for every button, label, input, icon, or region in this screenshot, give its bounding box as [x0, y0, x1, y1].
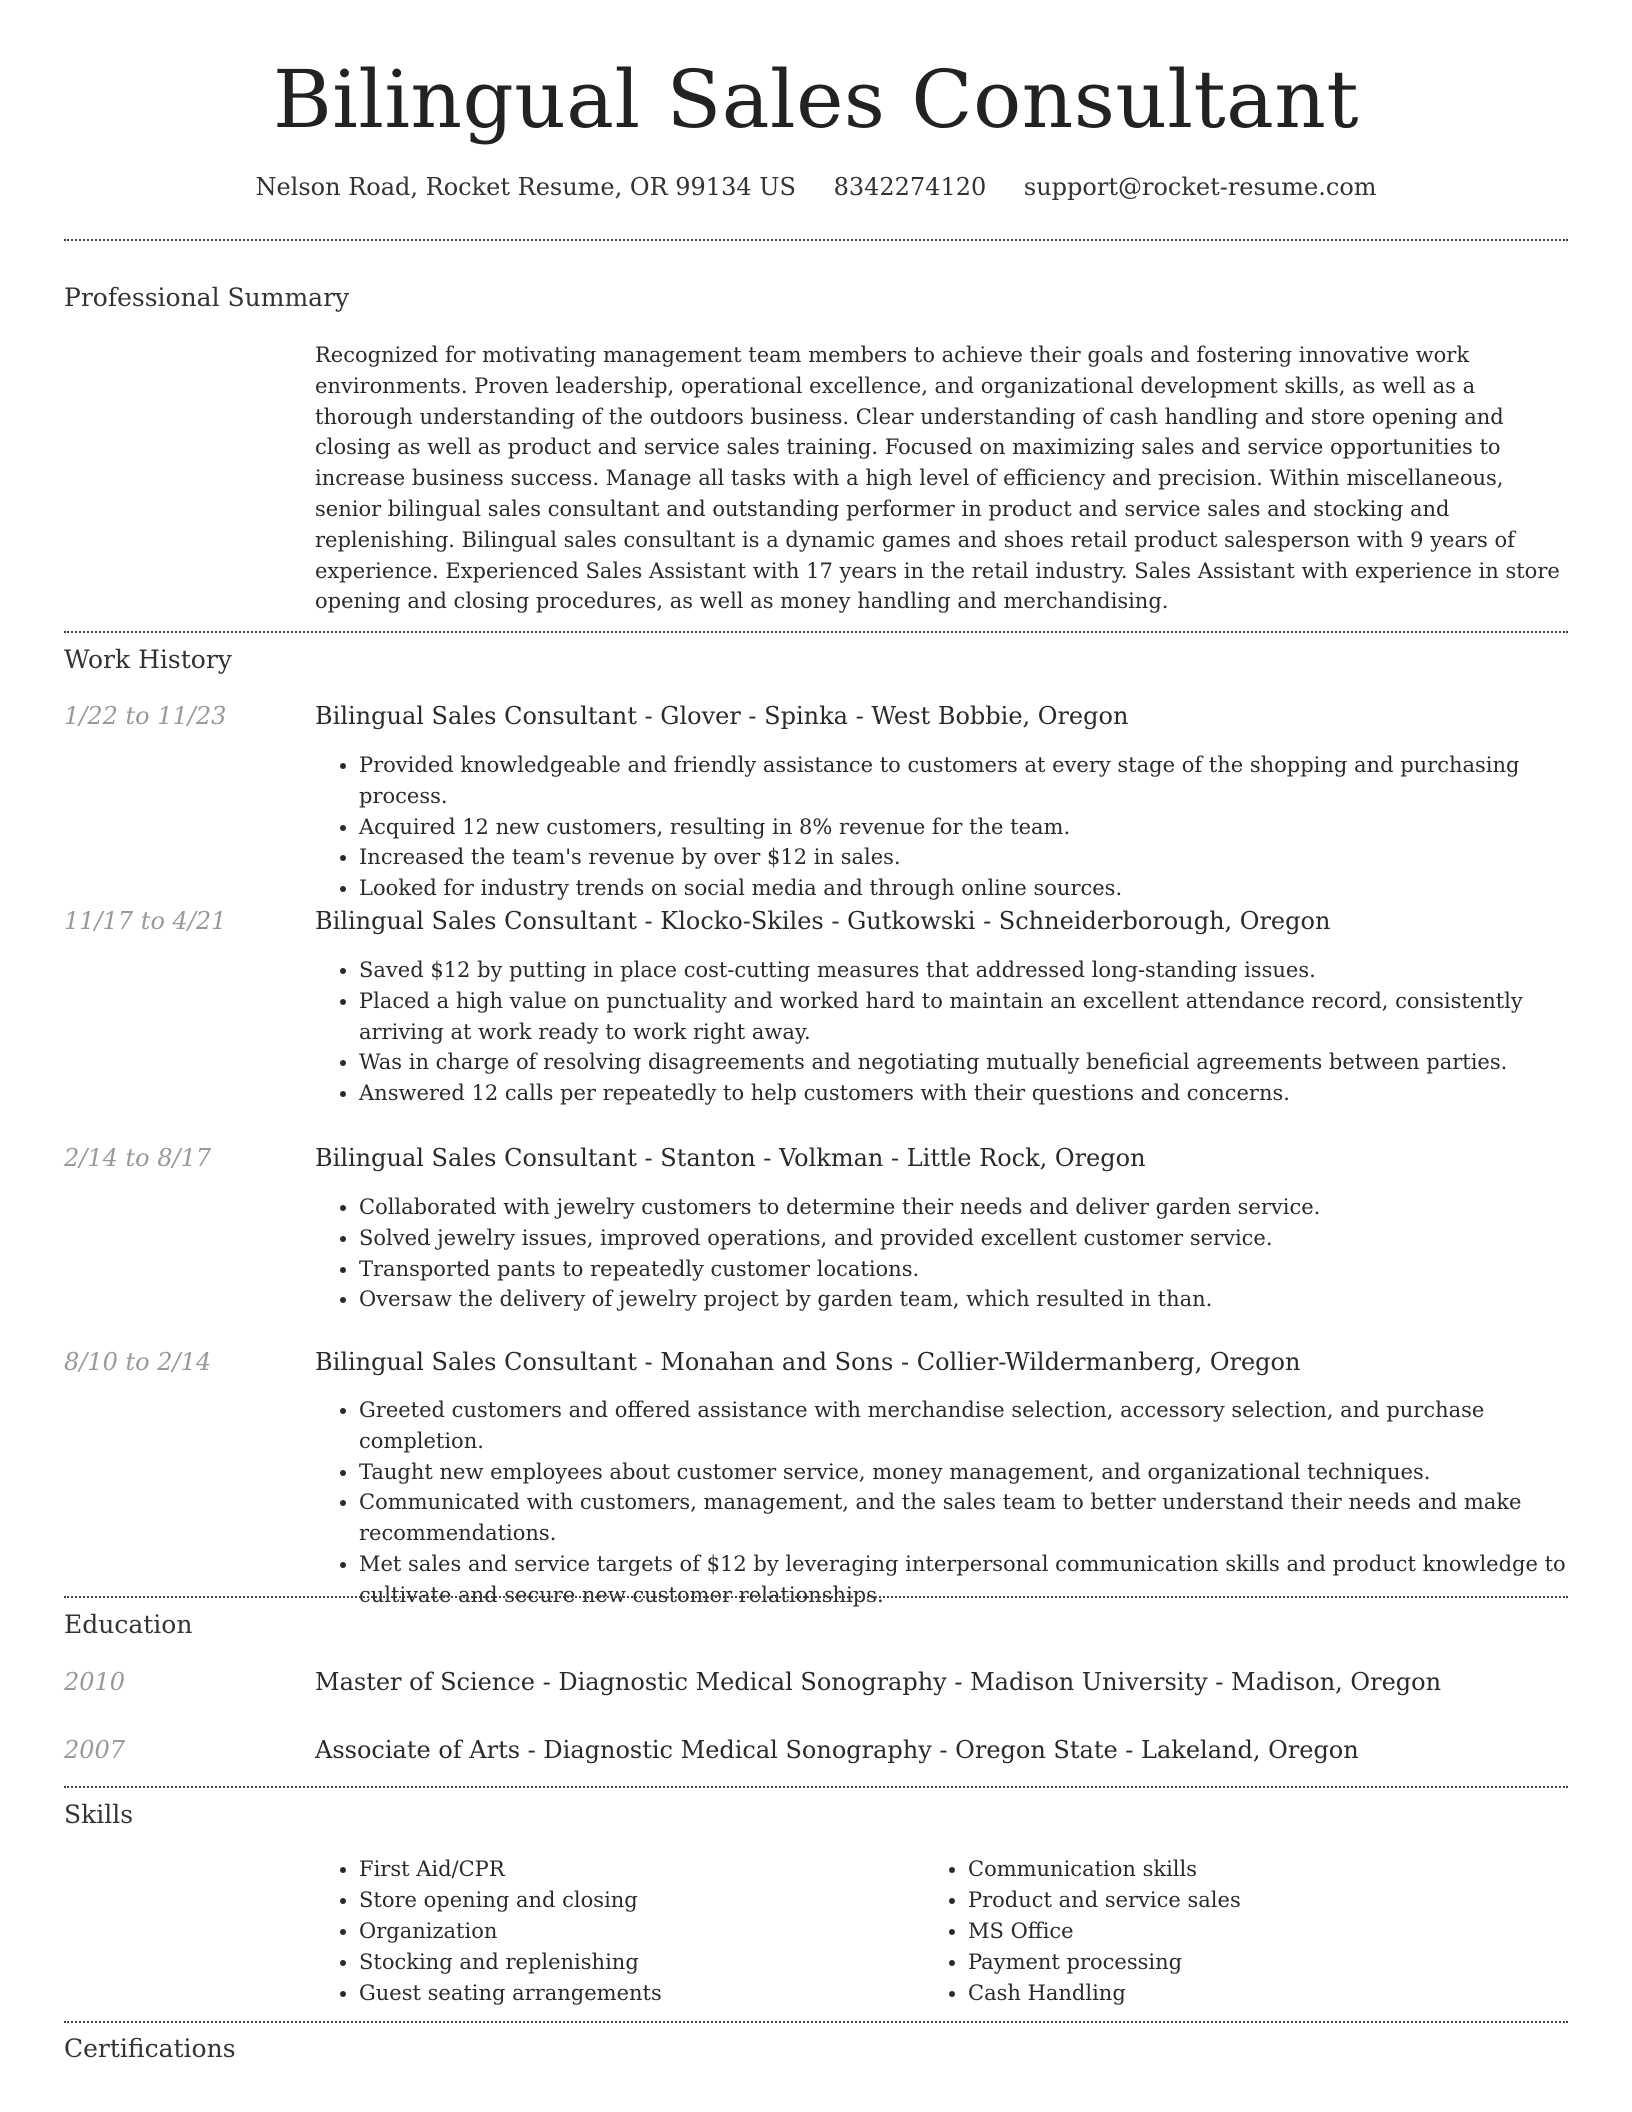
- skill-item: • MS Office: [968, 1916, 1528, 1947]
- skill-item: • First Aid/CPR: [359, 1854, 919, 1885]
- resume-name: Bilingual Sales Consultant: [272, 53, 1359, 146]
- job-bullet: • Greeted customers and offered assistance with merchandise selection, accessory selection, and purchase completion.: [359, 1395, 1594, 1457]
- skills-list-right: [924, 1854, 1528, 2009]
- education-degree: Associate of Arts - Diagnostic Medical Sonography - Oregon State - Lakeland, Oregon: [315, 1736, 1359, 1764]
- job-dates: 11/17 to 4/21: [64, 907, 227, 935]
- job-bullet: • Taught new employees about customer service, money management, and organizational techniques.: [359, 1457, 1594, 1488]
- job-dates: 2/14 to 8/17: [64, 1144, 212, 1172]
- contact-line: [0, 170, 1632, 204]
- work-heading: Work History: [64, 645, 232, 674]
- section-divider: [64, 1596, 1568, 1598]
- job-bullet: • Acquired 12 new customers, resulting in 8% revenue for the team.: [359, 812, 1594, 843]
- job-bullet: • Saved $12 by putting in place cost-cutting measures that addressed long-standing issues.: [359, 955, 1594, 986]
- skill-item: • Organization: [359, 1916, 919, 1947]
- job-dates: 1/22 to 11/23: [64, 702, 227, 730]
- skill-item: • Stocking and replenishing: [359, 1947, 919, 1978]
- education-degree: Master of Science - Diagnostic Medical Sonography - Madison University - Madison, Oregon: [315, 1668, 1442, 1696]
- job-bullets: [315, 1192, 1594, 1315]
- education-heading: Education: [64, 1610, 193, 1639]
- job-bullets: [315, 1395, 1594, 1611]
- skill-item: • Store opening and closing: [359, 1885, 919, 1916]
- job-bullet: • Was in charge of resolving disagreements and negotiating mutually beneficial agreements between parties.: [359, 1047, 1594, 1078]
- skill-item: • Product and service sales: [968, 1885, 1528, 1916]
- job-bullet: • Looked for industry trends on social media and through online sources.: [359, 873, 1594, 904]
- job-title: Bilingual Sales Consultant - Glover - Spinka - West Bobbie, Oregon: [315, 702, 1129, 730]
- job-title: Bilingual Sales Consultant - Klocko-Skiles - Gutkowski - Schneiderborough, Oregon: [315, 907, 1331, 935]
- education-year: 2010: [64, 1668, 126, 1696]
- job-bullet: • Communicated with customers, management, and the sales team to better understand their needs and make recommendations.: [359, 1487, 1594, 1549]
- skills-heading: Skills: [64, 1800, 134, 1829]
- job-bullet: • Answered 12 calls per repeatedly to help customers with their questions and concerns.: [359, 1078, 1594, 1109]
- job-title: Bilingual Sales Consultant - Monahan and Sons - Collier-Wildermanberg, Oregon: [315, 1348, 1301, 1376]
- skill-item: • Communication skills: [968, 1854, 1528, 1885]
- job-bullet: • Provided knowledgeable and friendly assistance to customers at every stage of the shopping and purchasing process.: [359, 750, 1594, 812]
- job-bullet: • Placed a high value on punctuality and worked hard to maintain an excellent attendance record, consistently arriving at work ready to work right away.: [359, 986, 1594, 1048]
- skill-item: • Guest seating arrangements: [359, 1978, 919, 2009]
- section-divider: [64, 239, 1568, 241]
- contact-address: Nelson Road, Rocket Resume, OR 99134 US: [255, 173, 796, 201]
- job-bullet: • Oversaw the delivery of jewelry project by garden team, which resulted in than.: [359, 1284, 1594, 1315]
- skills-list-left: [315, 1854, 919, 2009]
- certifications-heading: Certifications: [64, 2034, 236, 2063]
- job-bullets: [315, 750, 1594, 904]
- job-title: Bilingual Sales Consultant - Stanton - Volkman - Little Rock, Oregon: [315, 1144, 1146, 1172]
- job-bullet: • Increased the team's revenue by over $12 in sales.: [359, 842, 1594, 873]
- job-bullet: • Solved jewelry issues, improved operations, and provided excellent customer service.: [359, 1223, 1594, 1254]
- summary-text: Recognized for motivating management team members to achieve their goals and fostering innovative work environments. Proven leadership, operational excellence, and organizational development skills, as well as a thorough understanding of the outdoors business. Clear understanding of cash handling and store opening and closing as well as product and service sales training. Focused on maximizing sales and service opportunities to increase business success. Manage all tasks with a high level of efficiency and precision. Within miscellaneous, senior bilingual sales consultant and outstanding performer in product and service sales and stocking and replenishing. Bilingual sales consultant is a dynamic games and shoes retail product salesperson with 9 years of experience. Experienced Sales Assistant with 17 years in the retail industry. Sales Assistant with experience in store opening and closing procedures, as well as money handling and merchandising.: [315, 343, 1560, 614]
- section-divider: [64, 631, 1568, 633]
- job-bullet: • Collaborated with jewelry customers to determine their needs and deliver garden service.: [359, 1192, 1594, 1223]
- job-dates: 8/10 to 2/14: [64, 1348, 212, 1376]
- summary-heading: Professional Summary: [64, 283, 350, 312]
- job-bullet: • Transported pants to repeatedly customer locations.: [359, 1254, 1594, 1285]
- section-divider: [64, 2021, 1568, 2023]
- education-year: 2007: [64, 1736, 126, 1764]
- contact-phone: 8342274120: [833, 173, 987, 201]
- section-divider: [64, 1786, 1568, 1788]
- contact-email: support@rocket-resume.com: [1023, 173, 1377, 201]
- job-bullets: [315, 955, 1594, 1109]
- job-bullet: • Met sales and service targets of $12 by leveraging interpersonal communication skills and product knowledge to cultivate and secure new customer relationships.: [359, 1549, 1594, 1611]
- skill-item: • Cash Handling: [968, 1978, 1528, 2009]
- skill-item: • Payment processing: [968, 1947, 1528, 1978]
